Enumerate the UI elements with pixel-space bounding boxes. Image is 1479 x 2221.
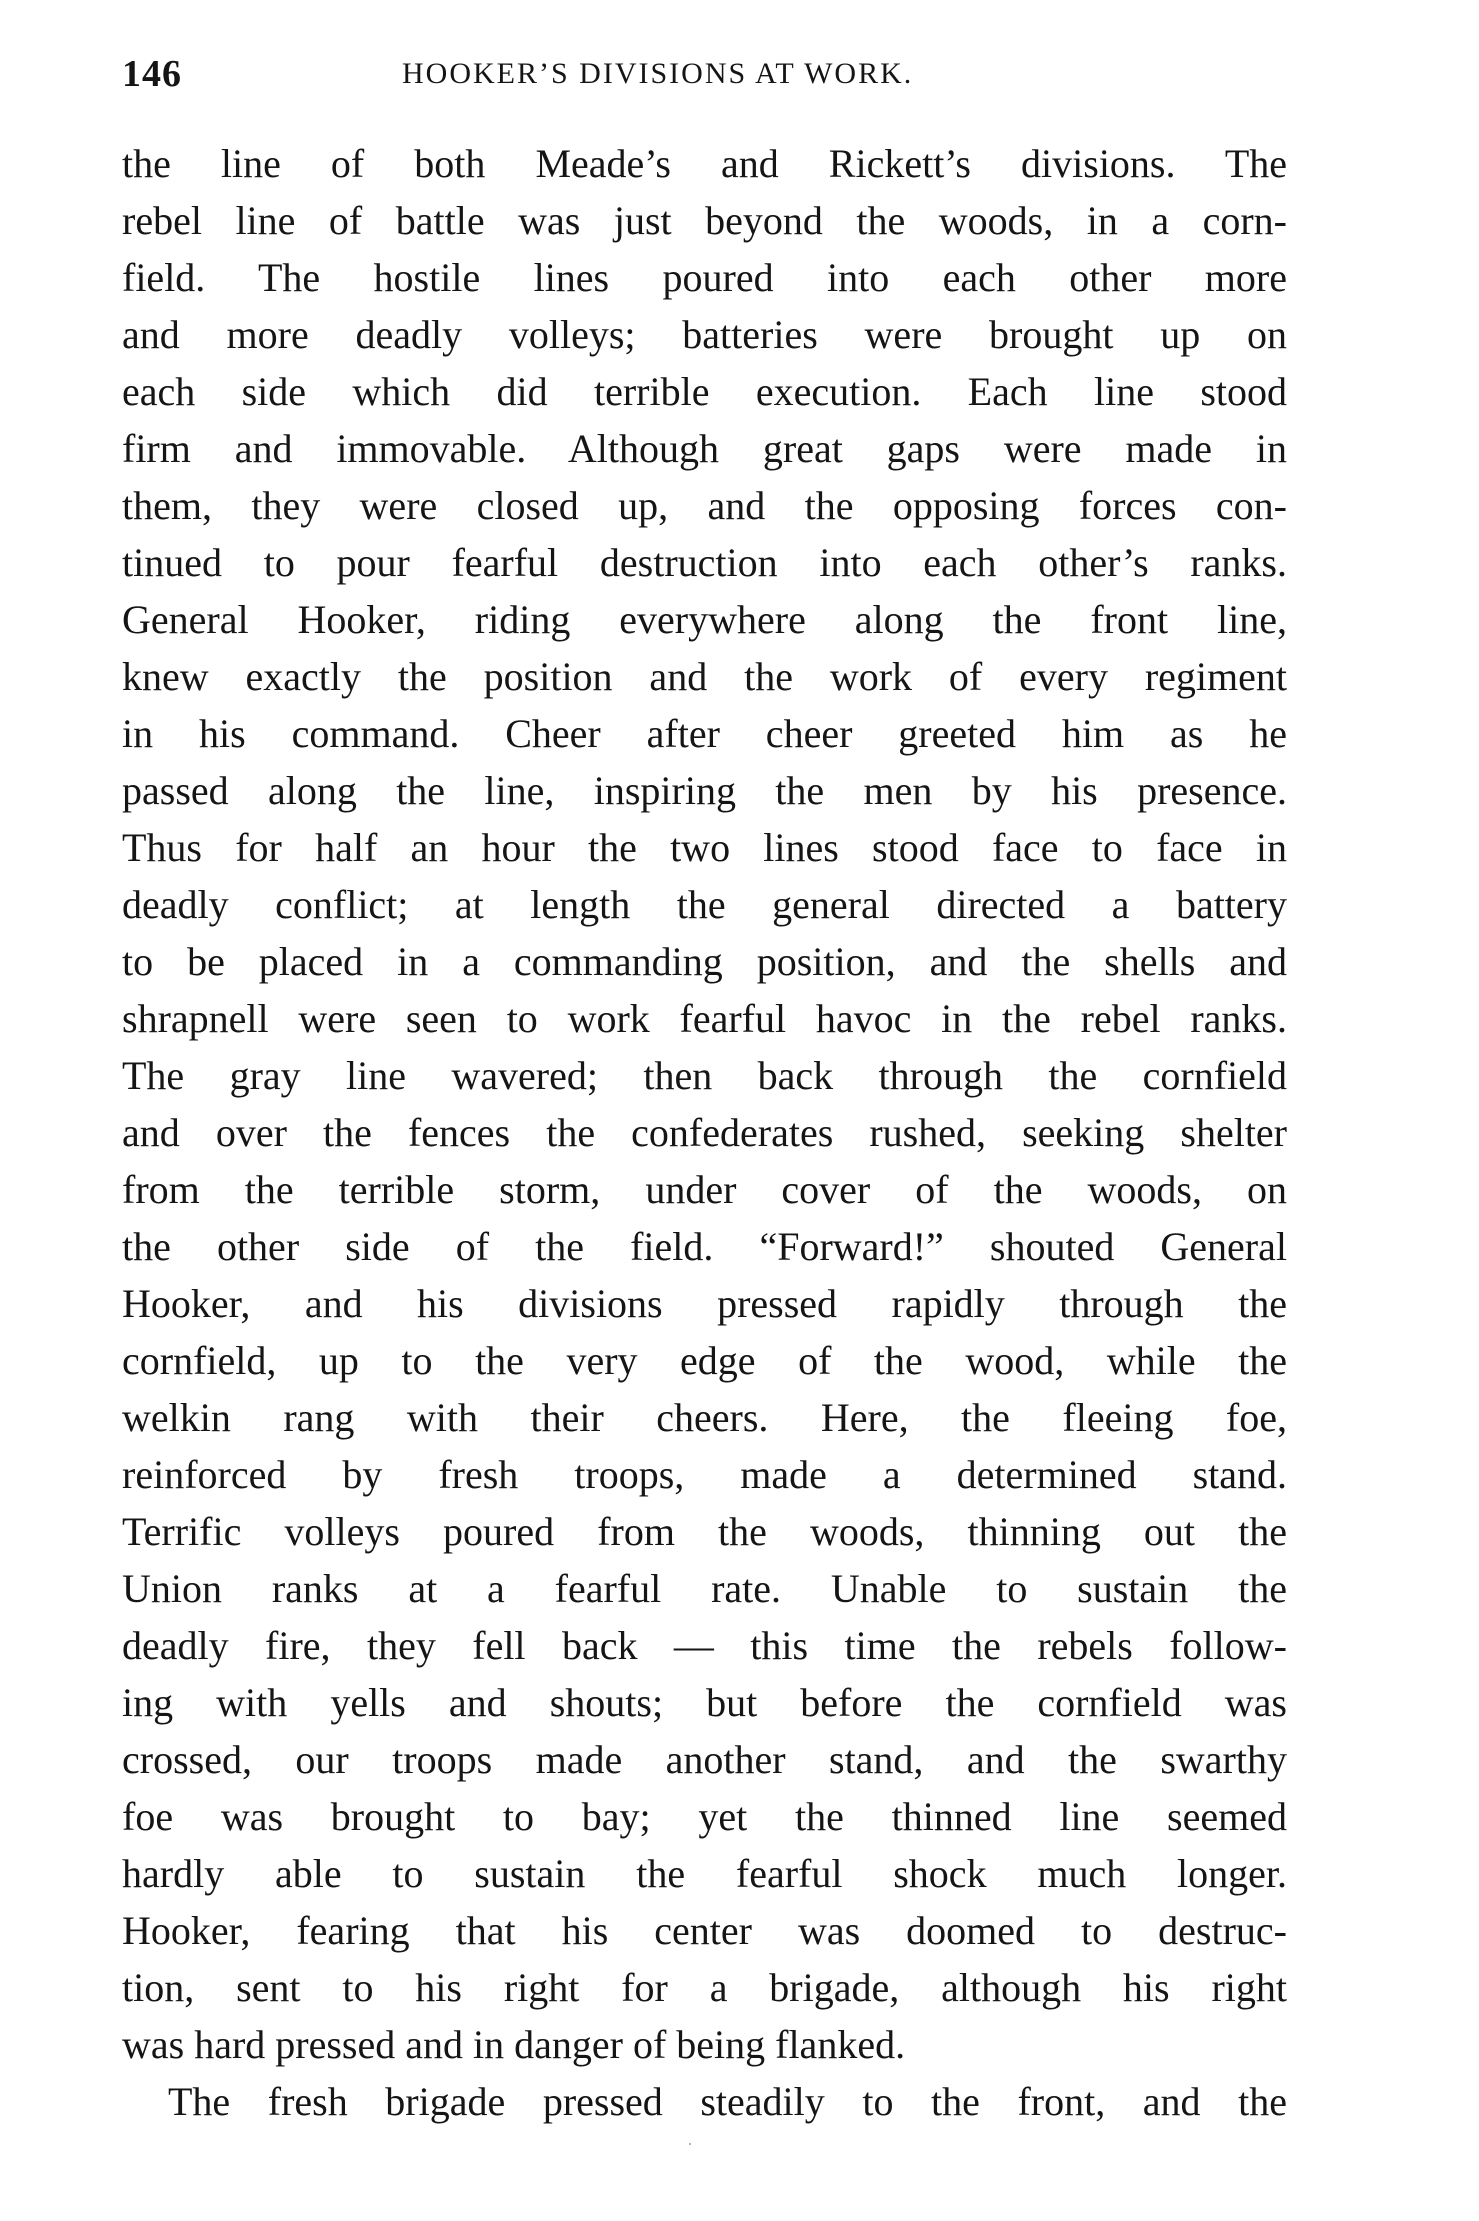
text-line: cornfield, up to the very edge of the wood, while the: [122, 1338, 1287, 1383]
text-line: and more deadly volleys; batteries were brought up on: [122, 312, 1287, 357]
text-line: Hooker, fearing that his center was doomed to destruc-: [122, 1908, 1287, 1953]
text-line: from the terrible storm, under cover of the woods, on: [122, 1167, 1287, 1212]
text-line: tion, sent to his right for a brigade, although his right: [122, 1965, 1287, 2010]
running-title: HOOKER’S DIVISIONS AT WORK.: [402, 57, 914, 90]
text-line: General Hooker, riding everywhere along the front line,: [122, 597, 1287, 642]
text-line: welkin rang with their cheers. Here, the fleeing foe,: [122, 1395, 1287, 1440]
text-line: ing with yells and shouts; but before the cornfield was: [122, 1680, 1287, 1725]
text-line: Terrific volleys poured from the woods, thinning out the: [122, 1509, 1287, 1554]
text-line: crossed, our troops made another stand, and the swarthy: [122, 1737, 1287, 1782]
paper-speck: [689, 2143, 691, 2145]
running-head: [122, 44, 1287, 104]
text-line: Thus for half an hour the two lines stood face to face in: [122, 825, 1287, 870]
text-line: The gray line wavered; then back through the cornfield: [122, 1053, 1287, 1098]
text-line: shrapnell were seen to work fearful havoc in the rebel ranks.: [122, 996, 1287, 1041]
body-text: [122, 135, 1287, 2130]
text-line: the line of both Meade’s and Rickett’s divisions. The: [122, 141, 1287, 186]
text-line: was hard pressed and in danger of being flanked.: [122, 2022, 906, 2067]
text-line: reinforced by fresh troops, made a determined stand.: [122, 1452, 1287, 1497]
text-line: each side which did terrible execution. Each line stood: [122, 369, 1287, 414]
text-line: firm and immovable. Although great gaps were made in: [122, 426, 1287, 471]
text-line: them, they were closed up, and the opposing forces con-: [122, 483, 1287, 528]
text-line: foe was brought to bay; yet the thinned line seemed: [122, 1794, 1287, 1839]
text-line: passed along the line, inspiring the men by his presence.: [122, 768, 1287, 813]
text-line: knew exactly the position and the work of every regiment: [122, 654, 1287, 699]
text-line: to be placed in a commanding position, and the shells and: [122, 939, 1287, 984]
paragraph-start-line: The fresh brigade pressed steadily to the front, and the: [168, 2079, 1287, 2124]
text-line: and over the fences the confederates rushed, seeking shelter: [122, 1110, 1287, 1155]
text-line: tinued to pour fearful destruction into each other’s ranks.: [122, 540, 1287, 585]
text-line: Union ranks at a fearful rate. Unable to sustain the: [122, 1566, 1287, 1611]
text-line: in his command. Cheer after cheer greeted him as he: [122, 711, 1287, 756]
text-line: the other side of the field. “Forward!” shouted General: [122, 1224, 1287, 1269]
text-line: deadly fire, they fell back — this time the rebels follow-: [122, 1623, 1287, 1668]
text-line: rebel line of battle was just beyond the woods, in a corn-: [122, 198, 1287, 243]
text-line: hardly able to sustain the fearful shock much longer.: [122, 1851, 1287, 1896]
page-number: 146: [122, 53, 182, 95]
text-line: Hooker, and his divisions pressed rapidly through the: [122, 1281, 1287, 1326]
text-line: field. The hostile lines poured into each other more: [122, 255, 1287, 300]
text-line: deadly conflict; at length the general directed a battery: [122, 882, 1287, 927]
